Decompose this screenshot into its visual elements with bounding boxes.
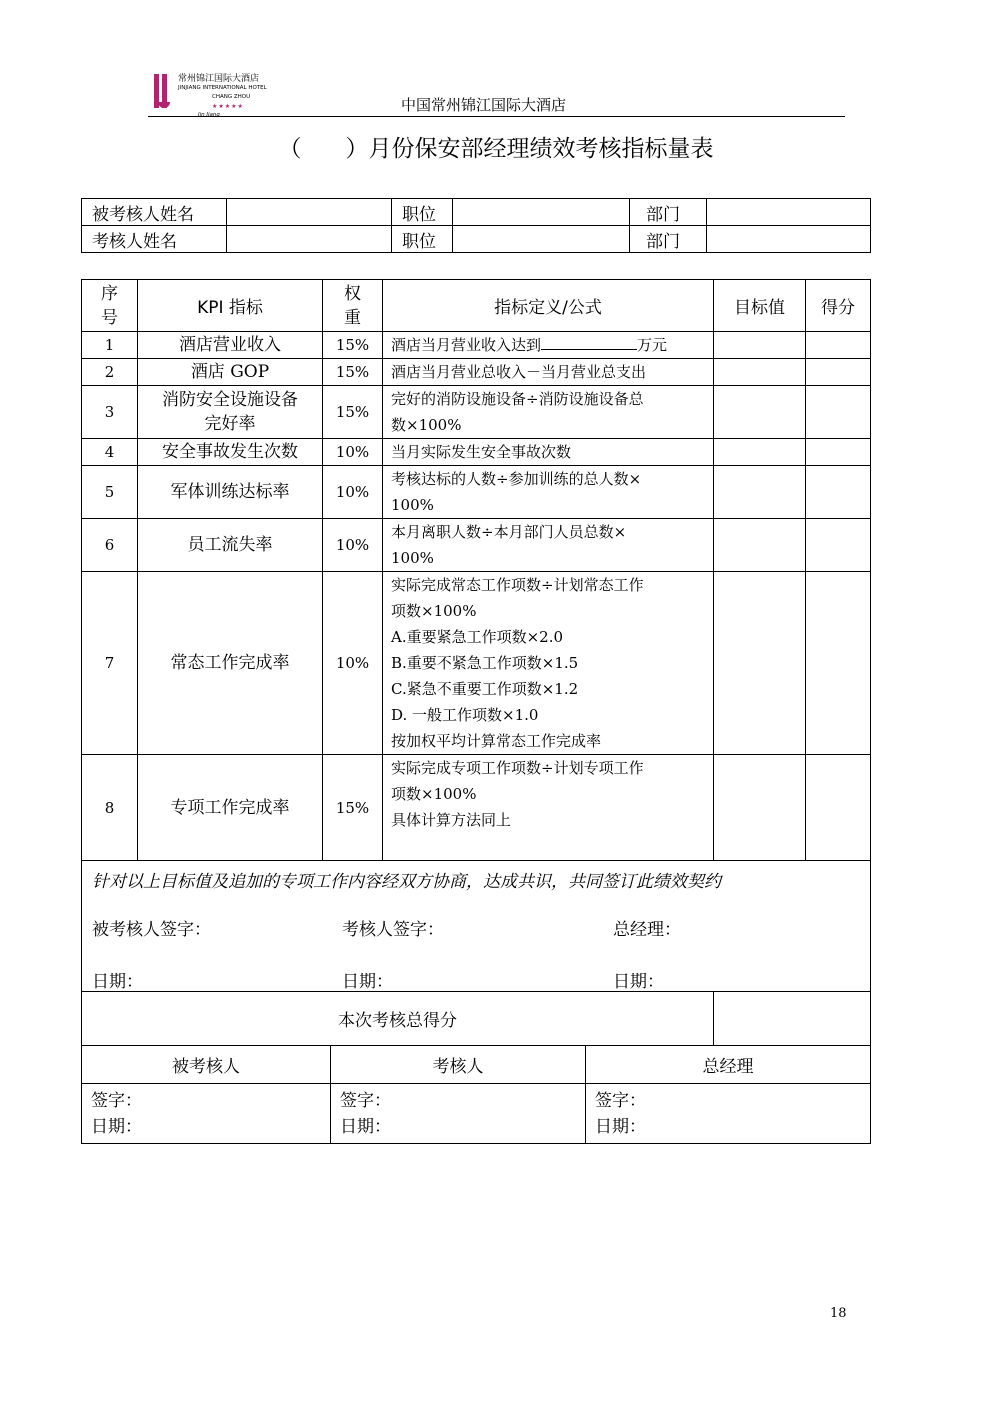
kpi-header-row (82, 280, 871, 332)
total-score-label: 本次考核总得分 (82, 992, 714, 1046)
table-row (82, 439, 871, 466)
sig-assessor-label: 考核人签字： (342, 920, 444, 940)
assessor-position-label: 职位 (392, 226, 453, 253)
revenue-blank[interactable] (541, 335, 637, 350)
assessee-name-label: 被考核人姓名 (82, 199, 227, 226)
header-seq: 序 号 (82, 280, 138, 332)
assessee-position-field[interactable] (453, 199, 630, 226)
row-kpi: 安全事故发生次数 (138, 439, 323, 466)
page-number: 18 (830, 1306, 847, 1321)
assessee-dept-field[interactable] (707, 199, 871, 226)
sig-col-assessor: 考核人 (331, 1046, 586, 1084)
sig-cell-assessee[interactable]: 签字： 日期： (82, 1084, 331, 1144)
row-definition: 本月离职人数÷本月部门人员总数× 100% (383, 519, 714, 572)
assessor-dept-field[interactable] (707, 226, 871, 253)
logo-stars: ★★★★★ (212, 103, 244, 110)
row-target[interactable] (714, 466, 806, 519)
row-seq: 7 (82, 572, 138, 755)
table-row (82, 466, 871, 519)
title-open-paren: （ (278, 136, 302, 162)
sig-cell-assessor[interactable]: 签字： 日期： (331, 1084, 586, 1144)
table-row (82, 386, 871, 439)
row-weight: 15% (323, 359, 383, 386)
row-target[interactable] (714, 439, 806, 466)
row-definition: 实际完成常态工作项数÷计划常态工作 项数×100% A.重要紧急工作项数×2.0 B.重要不紧急工作项数×1.5 C.紧急不重要工作项数×1.2 D. 一般工作项数×1.0 按加权平均计算常态工作完成率 (383, 572, 714, 755)
header-score: 得分 (806, 280, 871, 332)
table-row (82, 359, 871, 386)
row-weight: 15% (323, 755, 383, 861)
logo-text-cn: 常州锦江国际大酒店 (178, 74, 260, 84)
row-kpi: 员工流失率 (138, 519, 323, 572)
row-score[interactable] (806, 386, 871, 439)
row-score[interactable] (806, 332, 871, 359)
sig-col-gm: 总经理 (586, 1046, 871, 1084)
header-weight: 权 重 (323, 280, 383, 332)
hotel-logo (152, 72, 272, 118)
row-definition: 当月实际发生安全事故次数 (383, 439, 714, 466)
info-row-assessor (82, 226, 871, 253)
row-score[interactable] (806, 439, 871, 466)
info-table (81, 198, 871, 253)
row-weight: 10% (323, 466, 383, 519)
info-row-assessee (82, 199, 871, 226)
sig-assessee-label: 被考核人签字： (92, 920, 211, 940)
row-target[interactable] (714, 332, 806, 359)
title-text: ）月份保安部经理绩效考核指标量表 (345, 136, 714, 162)
hotel-name: 中国常州锦江国际大酒店 (401, 96, 567, 114)
assessee-dept-label: 部门 (630, 199, 707, 226)
row-kpi: 专项工作完成率 (138, 755, 323, 861)
row-seq: 2 (82, 359, 138, 386)
assessee-position-label: 职位 (392, 199, 453, 226)
row-seq: 3 (82, 386, 138, 439)
row-score[interactable] (806, 572, 871, 755)
assessor-dept-label: 部门 (630, 226, 707, 253)
total-row (82, 992, 871, 1046)
row-weight: 10% (323, 519, 383, 572)
row-definition: 完好的消防设施设备÷消防设施设备总 数×100% (383, 386, 714, 439)
row-score[interactable] (806, 359, 871, 386)
agreement-text: 针对以上目标值及追加的专项工作内容经双方协商，达成共识，共同签订此绩效契约 (92, 872, 721, 892)
agreement-row (82, 861, 871, 992)
row-score[interactable] (806, 519, 871, 572)
row-weight: 10% (323, 439, 383, 466)
table-row (82, 572, 871, 755)
row-kpi: 酒店 GOP (138, 359, 323, 386)
sig-col-assessee: 被考核人 (82, 1046, 331, 1084)
row-definition: 考核达标的人数÷参加训练的总人数× 100% (383, 466, 714, 519)
row-seq: 4 (82, 439, 138, 466)
date-gm-label: 日期： (613, 972, 664, 992)
row-target[interactable] (714, 386, 806, 439)
logo-brand: Jin Jiang (198, 112, 220, 118)
row-definition: 酒店当月营业总收入－当月营业总支出 (383, 359, 714, 386)
agreement-cell (82, 861, 871, 992)
row-target[interactable] (714, 359, 806, 386)
row-target[interactable] (714, 519, 806, 572)
kpi-table (81, 279, 871, 1046)
row-score[interactable] (806, 466, 871, 519)
logo-text-city: CHANG ZHOU (212, 94, 251, 100)
page-header (148, 68, 845, 117)
row-definition: 酒店当月营业收入达到 万元 (383, 332, 714, 359)
row-kpi: 常态工作完成率 (138, 572, 323, 755)
assessor-name-label: 考核人姓名 (82, 226, 227, 253)
row-seq: 8 (82, 755, 138, 861)
assessee-name-field[interactable] (227, 199, 392, 226)
row-weight: 15% (323, 332, 383, 359)
row-kpi: 军体训练达标率 (138, 466, 323, 519)
header-definition: 指标定义/公式 (383, 280, 714, 332)
sig-gm-label: 总经理： (613, 920, 681, 940)
date-assessee-label: 日期： (92, 972, 143, 992)
page-title (0, 130, 992, 163)
row-score[interactable] (806, 755, 871, 861)
date-assessor-label: 日期： (342, 972, 393, 992)
logo-mark-icon (152, 74, 174, 108)
total-score-field[interactable] (714, 992, 871, 1046)
row-seq: 1 (82, 332, 138, 359)
signature-table (81, 1045, 871, 1144)
row-definition: 实际完成专项工作项数÷计划专项工作 项数×100% 具体计算方法同上 (383, 755, 714, 861)
row-kpi: 酒店营业收入 (138, 332, 323, 359)
assessor-position-field[interactable] (453, 226, 630, 253)
header-kpi: KPI 指标 (138, 280, 323, 332)
row-seq: 6 (82, 519, 138, 572)
sig-cell-gm[interactable]: 签字： 日期： (586, 1084, 871, 1144)
row-weight: 10% (323, 572, 383, 755)
row-kpi: 消防安全设施设备 完好率 (138, 386, 323, 439)
row-target[interactable] (714, 572, 806, 755)
row-weight: 15% (323, 386, 383, 439)
table-row (82, 332, 871, 359)
row-seq: 5 (82, 466, 138, 519)
logo-text-en: JINJIANG INTERNATIONAL HOTEL (178, 85, 267, 91)
header-target: 目标值 (714, 280, 806, 332)
row-target[interactable] (714, 755, 806, 861)
table-row (82, 755, 871, 861)
assessor-name-field[interactable] (227, 226, 392, 253)
table-row (82, 519, 871, 572)
